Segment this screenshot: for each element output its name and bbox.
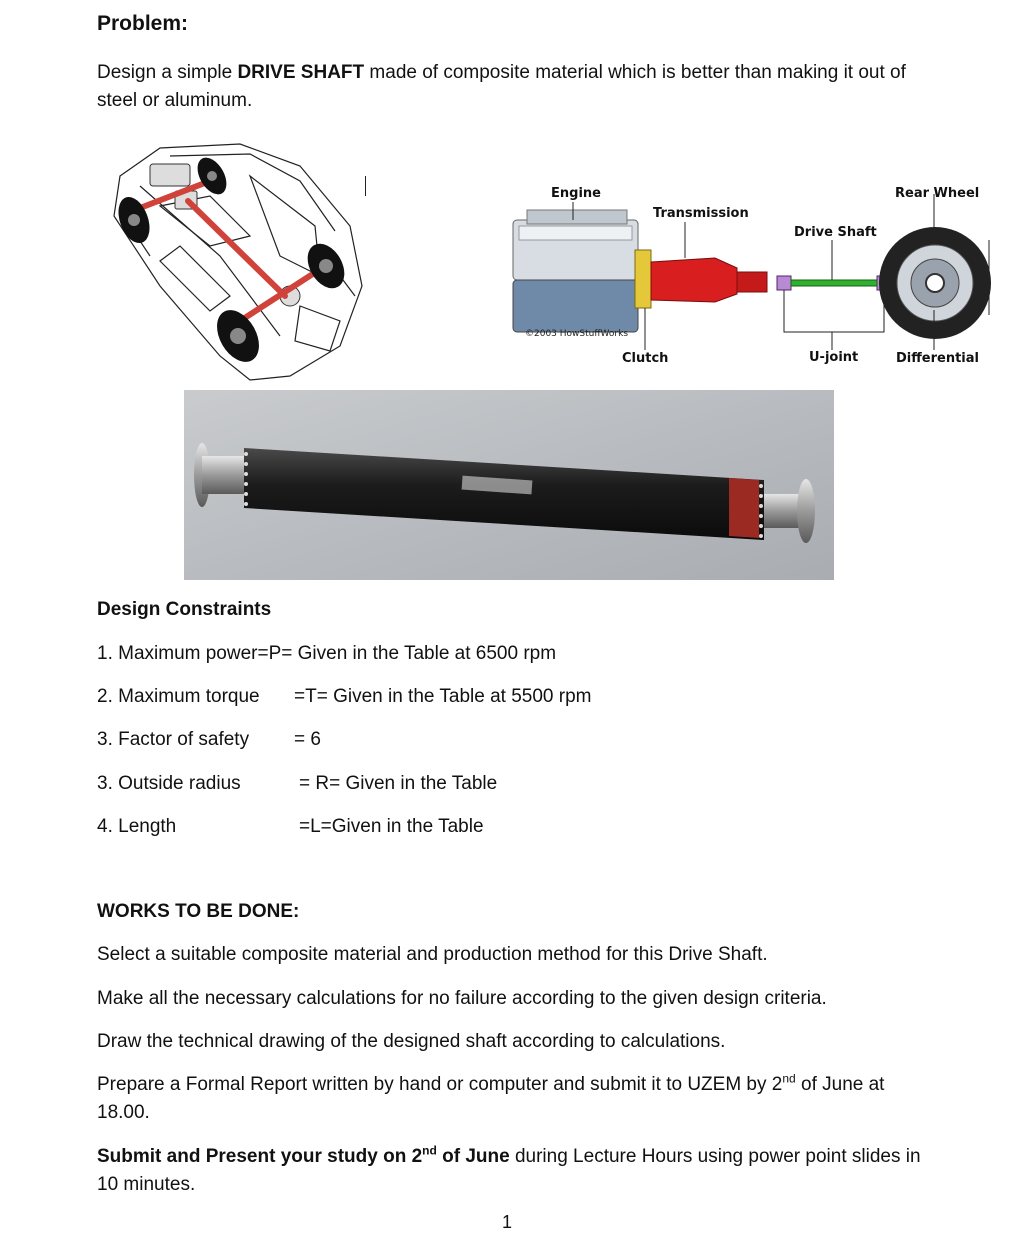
report-pre: Prepare a Formal Report written by hand or computer and submit it to UZEM by 2 (97, 1074, 783, 1095)
constraint-label: 3. Outside radius (97, 773, 241, 794)
intro-pre: Design a simple (97, 62, 238, 83)
submit-sup: nd (422, 1143, 437, 1158)
composite-shaft-photo (184, 390, 834, 580)
copyright-text: ©2003 HowStuffWorks (525, 329, 629, 339)
submit-instruction (97, 1143, 937, 1199)
label-clutch: Clutch (622, 351, 669, 366)
submit-post: during Lecture Hours using power point slides in 10 minutes. (97, 1146, 921, 1195)
report-post: of June at 18.00. (97, 1074, 885, 1123)
label-u-joint: U-joint (809, 350, 859, 365)
page-number: 1 (502, 1212, 513, 1232)
constraint-value: =L=Given in the Table (299, 816, 484, 837)
label-transmission: Transmission (653, 206, 749, 221)
label-drive-shaft: Drive Shaft (794, 225, 877, 240)
work-item: Draw the technical drawing of the designed shaft according to calculations. (97, 1031, 726, 1052)
constraint-label: 3. Factor of safety (97, 729, 250, 750)
work-item: Select a suitable composite material and production method for this Drive Shaft. (97, 944, 768, 965)
intro-bold: DRIVE SHAFT (237, 62, 365, 83)
drivetrain-diagram (505, 180, 995, 375)
submit-bold-post: of June (436, 1146, 510, 1167)
label-differential: Differential (896, 351, 979, 366)
constraints-heading: Design Constraints (97, 599, 272, 620)
label-engine: Engine (551, 186, 601, 201)
page-title: Problem: (97, 12, 189, 35)
constraint-label: 4. Length (97, 816, 177, 837)
work-item: Make all the necessary calculations for no failure according to the given design criteria. (97, 988, 827, 1009)
report-sup: nd (782, 1071, 796, 1086)
works-heading: WORKS TO BE DONE: (97, 901, 300, 922)
constraint-value: = 6 (294, 729, 321, 750)
report-instruction (97, 1071, 937, 1127)
submit-bold-pre: Submit and Present your study on 2 (97, 1146, 423, 1167)
intro-paragraph (97, 59, 937, 115)
car-drivetrain-illustration (100, 136, 370, 386)
constraint-label: 1. Maximum power=P= Given in the Table at 6500 rpm (97, 643, 557, 664)
constraint-value: = R= Given in the Table (299, 773, 498, 794)
intro-post: made of composite material which is better than making it out of steel or aluminum. (97, 62, 906, 111)
divider (365, 176, 366, 196)
constraint-value: =T= Given in the Table at 5500 rpm (294, 686, 592, 707)
constraint-label: 2. Maximum torque (97, 686, 260, 707)
label-rear-wheel: Rear Wheel (895, 186, 980, 201)
